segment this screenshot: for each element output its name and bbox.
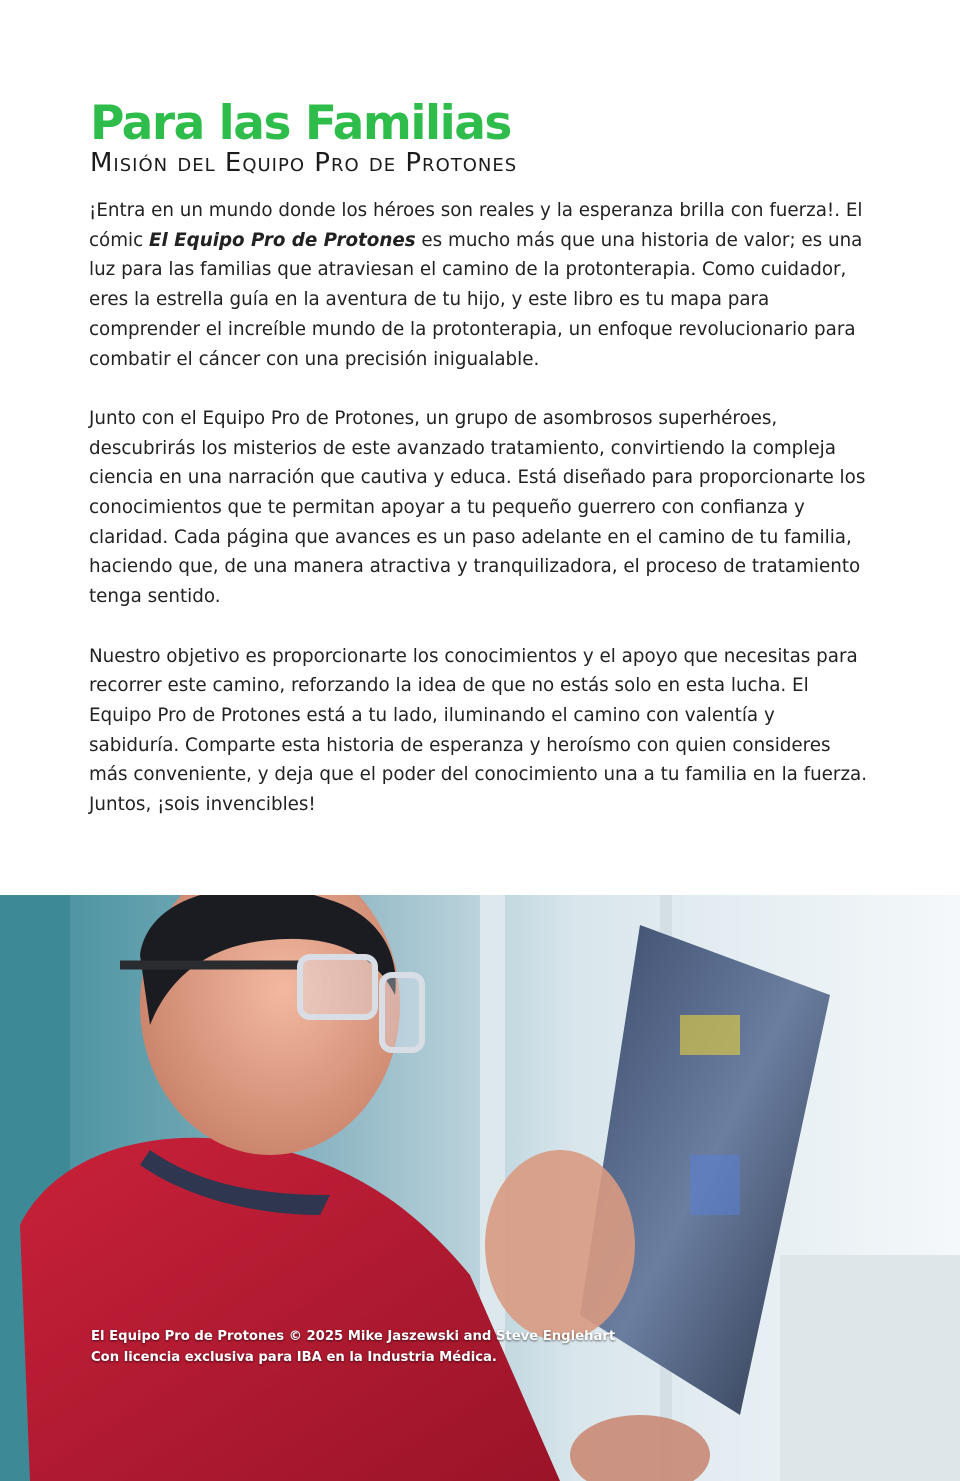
paragraph-team: Junto con el Equipo Pro de Protones, un grupo de asombrosos superhéroes, descubrirás los misterios de este avanzado tratamiento, convirtiendo la compleja ciencia en una narración que cautiva y educa. Está diseñado para proporcionarte los conocimientos que te permitan apoyar a tu pequeño guerrero con confianza y claridad. Cada página que avances es un paso adelante en el camino de tu familia, haciendo que, de una manera atractiva y tranquilizadora, el proceso de tratamiento tenga sentido.: [89, 407, 866, 608]
comic-panel-yellow: [680, 1015, 740, 1055]
credit-line-copyright: El Equipo Pro de Protones © 2025 Mike Jaszewski and Steve Englehart: [91, 1329, 616, 1344]
photo-credits: [91, 1326, 615, 1368]
page-header: [90, 98, 517, 178]
child-reading-photo: [0, 895, 960, 1481]
comic-panel-blue: [690, 1155, 740, 1215]
legs: [780, 1255, 960, 1481]
page-title: Para las Familias: [90, 96, 511, 151]
page-subtitle: Misión del Equipo Pro de Protones: [90, 148, 518, 178]
paragraph-intro-end: es mucho más que una historia de valor; es una luz para las familias que atraviesan el camino de la protonterapia. Como cuidador, eres la estrella guía en la aventura de tu hijo, y este libro es tu mapa para comprender el increíble mundo de la protonterapia, un enfoque revolucionario para combatir el cáncer con una precisión inigualable.: [89, 229, 863, 370]
photo-illustration: [0, 895, 960, 1481]
glasses-lens-right: [382, 975, 422, 1050]
paragraph-intro-start: ¡Entra en un mundo donde los héroes son reales y la esperanza brilla con fuerza!. El cómic: [89, 200, 863, 251]
body-text: [89, 196, 869, 820]
comic-title-emphasis: El Equipo Pro de Protones: [149, 229, 416, 251]
credit-line-license: Con licencia exclusiva para IBA en la Industria Médica.: [91, 1350, 497, 1365]
paragraph-objective: Nuestro objetivo es proporcionarte los conocimientos y el apoyo que necesitas para recorrer este camino, reforzando la idea de que no estás solo en esta lucha. El Equipo Pro de Protones está a tu lado, iluminando el camino con valentía y sabiduría. Comparte esta historia de esperanza y heroísmo con quien consideres más conveniente, y deja que el poder del conocimiento una a tu familia en la fuerza. Juntos, ¡sois invencibles!: [89, 645, 868, 816]
child-hand: [485, 1150, 635, 1340]
paragraph-intro: [89, 196, 869, 374]
glasses-lens-left: [300, 957, 375, 1017]
